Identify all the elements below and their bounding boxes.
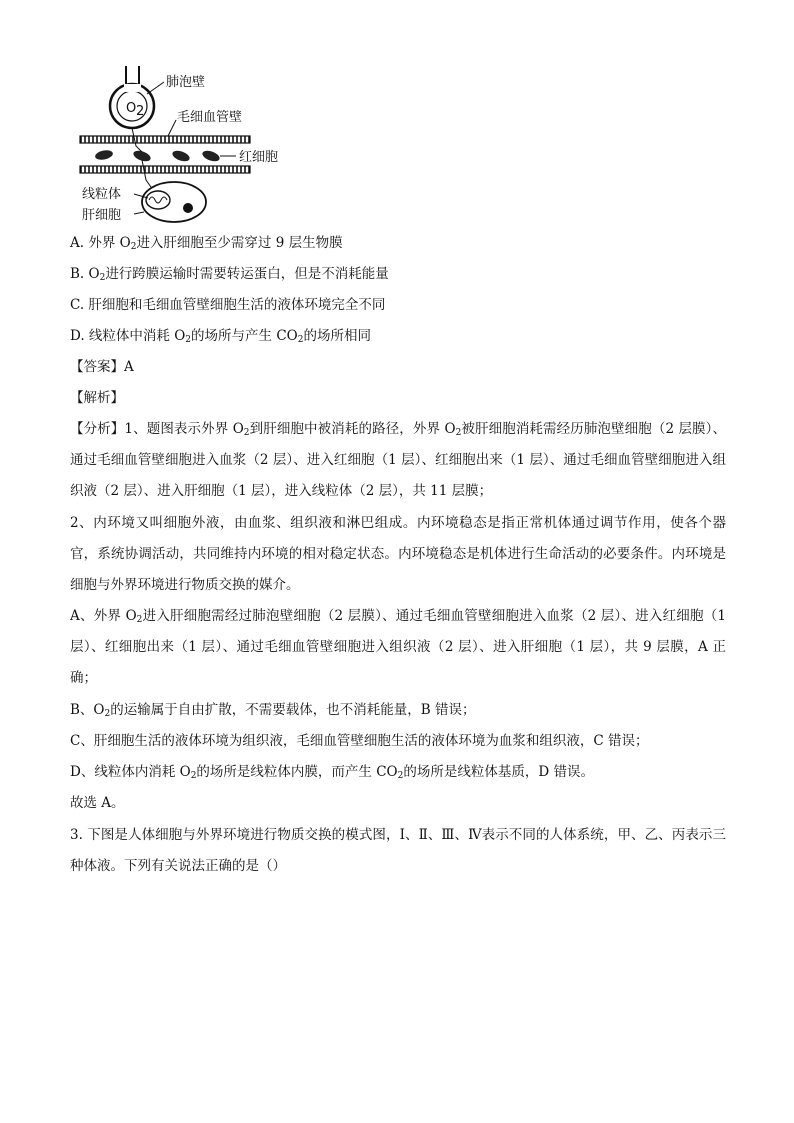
o2-mark-sub: 2 bbox=[136, 104, 145, 119]
option-d: D. 线粒体中消耗 $O_2$的场所与产生 $CO_2$的场所相同 bbox=[70, 328, 371, 345]
label-capillary-wall: 毛细血管壁 bbox=[177, 110, 243, 125]
leader-liver-cell bbox=[134, 212, 144, 214]
explain-option-a: A、外界 $O_2$进入肝细胞需经过肺泡壁细胞（2 层膜）、通过毛细血管壁细胞进入血浆（2 层）、进入红细胞（1 层）、红细胞出来（1 层）、通过毛细血管壁细胞进入组织液（2 层）、进入肝细胞（1 层），共 9 层膜，A 正确； bbox=[70, 608, 727, 686]
explain-option-d: D、线粒体内消耗 $O_2$的场所是线粒体内膜，而产生 $CO_2$的场所是线粒体基质，D 错误。 bbox=[70, 764, 594, 781]
liver-cell-nucleus bbox=[183, 203, 193, 213]
capillary-wall-top bbox=[80, 136, 250, 143]
answer: 【答案】A bbox=[70, 359, 134, 375]
option-b: B. $O_2$进行跨膜运输时需要转运蛋白，但是不消耗能量 bbox=[70, 266, 389, 283]
red-blood-cell-1 bbox=[94, 149, 113, 162]
analysis-paragraph-2: 2、内环境又叫细胞外液，由血浆、组织液和淋巴组成。内环境稳态是指正常机体通过调节作用，使各个器官，系统协调活动，共同维持内环境的相对稳定状态。内环境稳态是机体进行生命活动的必要条件。内环境是细胞与外界环境进行物质交换的媒介。 bbox=[70, 515, 726, 593]
label-red-blood-cell: 红细胞 bbox=[239, 150, 279, 165]
oxygen-path-diagram bbox=[76, 64, 316, 226]
o2-mark: O bbox=[126, 101, 137, 116]
label-liver-cell: 肝细胞 bbox=[82, 208, 122, 223]
leader-alveolar-wall bbox=[147, 82, 164, 94]
label-mitochondrion: 线粒体 bbox=[82, 187, 122, 202]
analysis-heading: 【解析】 bbox=[70, 390, 124, 406]
capillary-wall-bottom bbox=[80, 166, 250, 173]
option-c: C. 肝细胞和毛细血管壁细胞生活的液体环境完全不同 bbox=[70, 297, 386, 313]
conclusion: 故选 A。 bbox=[70, 795, 125, 811]
label-alveolar-wall: 肺泡壁 bbox=[166, 75, 206, 90]
mitochondrion bbox=[146, 191, 170, 209]
explain-option-b: B、$O_2$的运输属于自由扩散，不需要载体，也不消耗能量，B 错误； bbox=[70, 702, 476, 719]
diagram-svg bbox=[76, 64, 316, 226]
red-blood-cell-4 bbox=[201, 149, 221, 164]
question-3-stem: 3. 下图是人体细胞与外界环境进行物质交换的模式图，Ⅰ、Ⅱ、Ⅲ、Ⅳ表示不同的人体系统，甲、乙、丙表示三种体液。下列有关说法正确的是（） bbox=[70, 827, 726, 874]
alveolus-opening bbox=[124, 84, 141, 92]
red-blood-cell-3 bbox=[171, 149, 191, 164]
option-a: A. 外界 $O_2$进入肝细胞至少需穿过 9 层生物膜 bbox=[70, 235, 343, 252]
explain-option-c: C、肝细胞生活的液体环境为组织液，毛细血管壁细胞生活的液体环境为血浆和组织液，C 错误； bbox=[70, 733, 649, 749]
leader-capillary-wall bbox=[168, 120, 176, 136]
analysis-paragraph-1: 【分析】1、题图表示外界 $O_2$到肝细胞中被消耗的路径，外界 $O_2$被肝细胞消耗需经历肺泡壁细胞（2 层膜）、通过毛细血管壁细胞进入血浆（2 层）、进入红细胞（1 层）、红细胞出来（1 层）、通过毛细血管壁细胞进入组织液（2 层）、进入肝细胞（1 层），进入线粒体（2 层），共 11 层膜； bbox=[70, 421, 726, 499]
